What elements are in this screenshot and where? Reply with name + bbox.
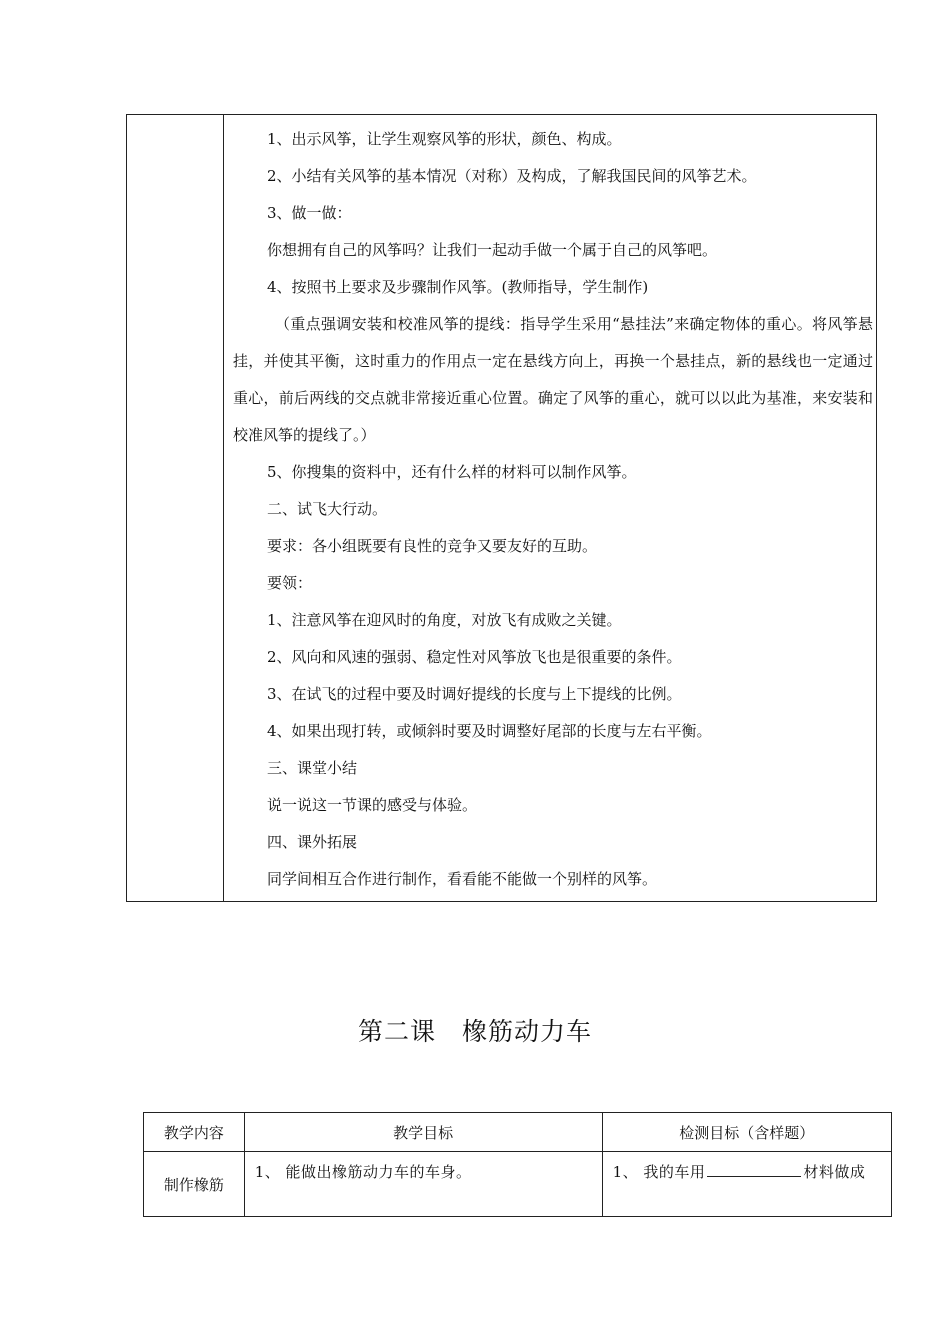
content-line: 4、按照书上要求及步骤制作风筝。(教师指导，学生制作) (267, 278, 649, 296)
cell-test (602, 1152, 891, 1217)
content-paragraph (233, 306, 873, 454)
cell-objective (244, 1152, 602, 1217)
content-line: 2、小结有关风筝的基本情况（对称）及构成，了解我国民间的风筝艺术。 (267, 167, 757, 185)
content-line: 四、课外拓展 (267, 833, 358, 851)
content-line: 要领： (267, 574, 313, 592)
content-line: 3、做一做： (267, 204, 352, 222)
table-row (144, 1152, 892, 1217)
lesson-name: 橡筋动力车 (462, 1017, 593, 1046)
content-line: 你想拥有自己的风筝吗？让我们一起动手做一个属于自己的风筝吧。 (267, 241, 718, 259)
test-question (603, 1152, 891, 1182)
lesson1-content-cell (233, 121, 873, 898)
lesson1-table (126, 114, 877, 902)
header-teaching-objective: 教学目标 (244, 1113, 602, 1152)
lesson2-table (143, 1112, 892, 1217)
test-suffix: 材料做成 (803, 1163, 866, 1181)
table-header-row (144, 1113, 892, 1152)
column-divider (223, 115, 224, 901)
fill-in-blank[interactable] (707, 1162, 801, 1177)
paragraph-text: （重点强调安装和校准风筝的提线：指导学生采用“悬挂法”来确定物体的重心。将风筝悬挂，并使其平衡，这时重力的作用点一定在悬线方向上，再换一个悬挂点，新的悬线也一定通过重心，前后两线的交点就非常接近重心位置。确定了风筝的重心，就可以以此为基准，来安装和校准风筝的提线了。） (233, 315, 873, 444)
test-prefix: 1、 我的车用 (612, 1163, 706, 1181)
objective-text: 1、 能做出橡筋动力车的车身。 (254, 1163, 472, 1181)
content-line: 2、风向和风速的强弱、稳定性对风筝放飞也是很重要的条件。 (267, 648, 682, 666)
lesson2-title (0, 1012, 950, 1048)
content-line: 要求：各小组既要有良性的竞争又要友好的互助。 (267, 537, 598, 555)
content-line: 二、试飞大行动。 (267, 500, 388, 518)
content-line: 1、出示风筝，让学生观察风筝的形状，颜色、构成。 (267, 130, 622, 148)
cell-content: 制作橡筋 (144, 1152, 245, 1217)
content-line: 同学间相互合作进行制作，看看能不能做一个别样的风筝。 (267, 870, 658, 888)
header-teaching-content: 教学内容 (144, 1113, 245, 1152)
lesson-number: 第二课 (357, 1017, 436, 1046)
content-line: 4、如果出现打转，或倾斜时要及时调整好尾部的长度与左右平衡。 (267, 722, 712, 740)
content-line: 三、课堂小结 (267, 759, 358, 777)
content-line: 3、在试飞的过程中要及时调好提线的长度与上下提线的比例。 (267, 685, 682, 703)
header-test-objective: 检测目标（含样题） (602, 1113, 891, 1152)
content-line: 1、注意风筝在迎风时的角度，对放飞有成败之关键。 (267, 611, 622, 629)
content-line: 5、你搜集的资料中，还有什么样的材料可以制作风筝。 (267, 463, 637, 481)
content-line: 说一说这一节课的感受与体验。 (267, 796, 478, 814)
